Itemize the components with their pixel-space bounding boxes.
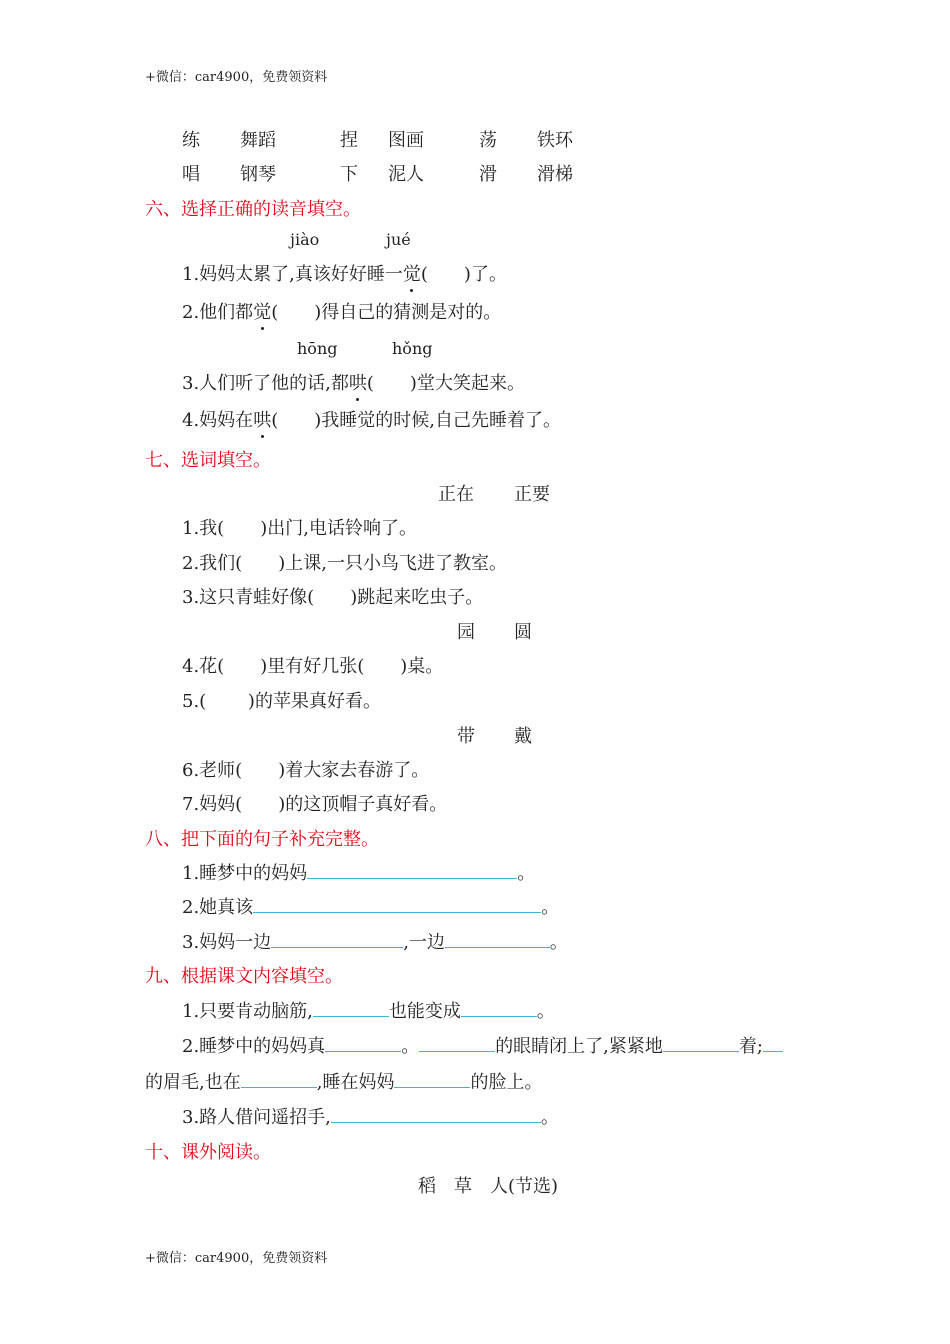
question-text: 2.他们都 [182,302,254,323]
question-text: 。 [541,897,560,918]
question-text: 。 [540,1107,559,1128]
answer-blank[interactable] [763,1033,783,1052]
question-8-3 [182,928,568,954]
question-text: 1.睡梦中的妈妈 [182,863,308,884]
answer-blank[interactable] [419,1033,495,1052]
word-option: 圆 [514,622,532,643]
word: 唱 [182,164,200,185]
section-7-title: 七、选词填空。 [145,450,271,471]
page-header: +微信：car4900，免费领资料 [145,70,328,85]
answer-blank[interactable] [461,998,537,1017]
dotted-char: 哄 [349,369,367,395]
story-title: 稻 草 人(节选) [418,1176,559,1197]
question-9-2 [182,1032,783,1058]
question-text: ( )得自己的猜测是对的。 [271,302,502,323]
question-text: 。 [401,1036,420,1057]
word-option: 戴 [514,726,532,747]
answer-blank[interactable] [271,929,403,948]
word: 练 [182,130,200,151]
question-6-2 [182,298,501,324]
question-text: ( )了。 [420,264,507,285]
question-text: 3.路人借问遥招手, [182,1107,331,1128]
question-7-3: 3.这只青蛙好像( )跳起来吃虫子。 [182,587,484,608]
question-6-4 [182,406,561,432]
question-7-2: 2.我们( )上课,一只小鸟飞进了教室。 [182,553,507,574]
word: 下 [340,164,358,185]
answer-blank[interactable] [331,1104,541,1123]
word: 钢琴 [240,164,276,185]
question-text: ( )堂大笑起来。 [366,373,525,394]
question-9-1 [182,997,555,1023]
question-7-5: 5.( )的苹果真好看。 [182,691,381,712]
question-9-2-cont [145,1068,542,1094]
answer-blank[interactable] [325,1033,401,1052]
question-text: 3.人们听了他的话,都 [182,373,349,394]
pinyin-option: jué [386,230,411,249]
question-text: 也能变成 [388,1001,461,1022]
word-option: 正在 [438,484,474,505]
question-text: 的眼睛闭上了,紧紧地 [495,1036,663,1057]
question-7-1: 1.我( )出门,电话铃响了。 [182,518,417,539]
question-7-6: 6.老师( )着大家去春游了。 [182,760,430,781]
section-8-title: 八、把下面的句子补充完整。 [145,829,379,850]
question-text: 的脸上。 [470,1072,543,1093]
question-text: 。 [517,863,536,884]
question-text: 2.睡梦中的妈妈真 [182,1036,326,1057]
dotted-char: 觉 [253,298,271,324]
word: 图画 [388,130,424,151]
section-10-title: 十、课外阅读。 [145,1142,271,1163]
word-option: 正要 [514,484,550,505]
question-6-1 [182,260,507,286]
question-text: 。 [549,932,568,953]
question-text: 3.妈妈一边 [182,932,272,953]
question-7-7: 7.妈妈( )的这顶帽子真好看。 [182,794,448,815]
answer-blank[interactable] [241,1069,317,1088]
question-6-3 [182,369,525,395]
word: 泥人 [388,164,424,185]
question-text: ,睡在妈妈 [316,1072,395,1093]
word-option: 带 [457,726,475,747]
answer-blank[interactable] [253,894,541,913]
question-text: ( )我睡觉的时候,自己先睡着了。 [271,410,561,431]
question-text: 。 [536,1001,555,1022]
question-text: 着; [738,1036,763,1057]
section-6-title: 六、选择正确的读音填空。 [145,199,361,220]
word: 舞蹈 [240,130,276,151]
question-7-4: 4.花( )里有好几张( )桌。 [182,656,444,677]
section-9-title: 九、根据课文内容填空。 [145,966,343,987]
question-text: 2.她真该 [182,897,254,918]
word: 滑 [479,164,497,185]
question-9-3 [182,1103,559,1129]
page-footer: +微信：car4900，免费领资料 [145,1251,328,1266]
pinyin-option: hōng [297,339,338,358]
word: 荡 [479,130,497,151]
word-option: 园 [457,622,475,643]
question-8-2 [182,893,559,919]
question-text: ,一边 [403,932,445,953]
answer-blank[interactable] [663,1033,739,1052]
pinyin-option: jiào [290,230,320,249]
question-text: 1.只要肯动脑筋, [182,1001,313,1022]
question-8-1 [182,859,535,885]
answer-blank[interactable] [445,929,550,948]
answer-blank[interactable] [313,998,389,1017]
word: 滑梯 [537,164,573,185]
question-text: 4.妈妈在 [182,410,254,431]
question-text: 1.妈妈太累了,真该好好睡一 [182,264,403,285]
question-text: 的眉毛,也在 [145,1072,241,1093]
answer-blank[interactable] [394,1069,470,1088]
pinyin-option: hǒng [392,339,433,358]
answer-blank[interactable] [307,860,517,879]
word: 铁环 [537,130,573,151]
word: 捏 [340,130,358,151]
dotted-char: 哄 [253,406,271,432]
dotted-char: 觉 [403,260,421,286]
